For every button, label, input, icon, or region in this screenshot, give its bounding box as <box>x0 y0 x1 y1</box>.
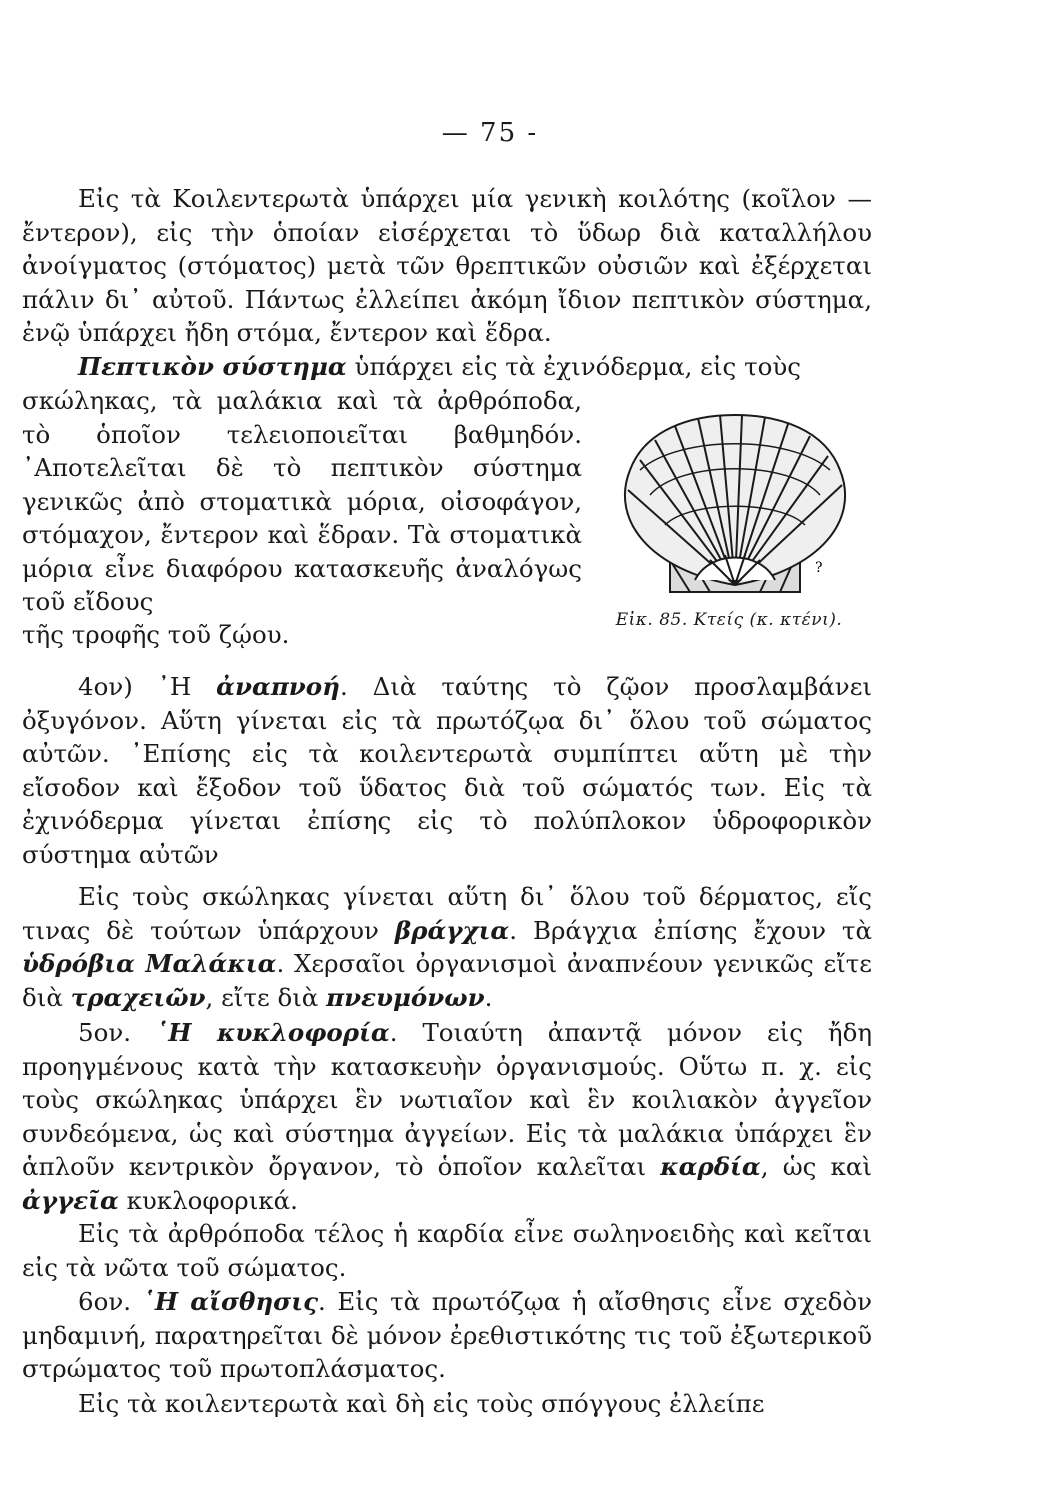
term-circulation: ῾Η κυκλοφορία <box>155 1018 390 1047</box>
paragraph-line <box>22 350 872 384</box>
term-aquatic-molluscs: ὑδρόβια Μαλάκια <box>22 949 277 978</box>
paragraph-text: σκώληκας, τὰ μαλάκια καὶ τὰ ἀρθρόποδα, τὸ ὁποῖον τελειοποιεῖται βαθμηδόν. ᾽Αποτελεῖται δὲ τὸ πεπτικὸν σύστημα γενικῶς ἀπὸ στοματικὰ μόρια, οἰσοφάγον, στόμαχον, ἔντερον καὶ ἕδραν. Τὰ στοματικὰ μόρια εἶνε διαφόρου κατασκευῆς ἀναλόγως τοῦ εἴδους <box>22 386 582 616</box>
paragraph-text: . Χερσαῖοι ὀργανισμοὶ ἀναπνέουν γενικῶς εἴτε διὰ <box>22 949 872 1012</box>
figure-mark: ? <box>815 560 823 576</box>
paragraph-line <box>22 880 872 1014</box>
paragraph-gills <box>22 880 872 1014</box>
scallop-shell-illustration <box>590 400 880 610</box>
paragraph-text: . <box>484 982 493 1012</box>
term-tracheae: τραχειῶν <box>70 982 206 1012</box>
page-number: — 75 - <box>441 118 539 148</box>
paragraph-sensation <box>22 1285 872 1386</box>
term-sensation: ῾Η αἴσθησις <box>142 1287 318 1316</box>
paragraph-arthropods <box>22 1217 872 1284</box>
paragraph-respiration <box>22 670 872 871</box>
paragraph-text: κυκλοφορικά. <box>118 1185 298 1215</box>
paragraph-coelenterates <box>22 182 872 350</box>
paragraph-digestive-system <box>22 350 872 384</box>
paragraph-text: , ὡς καὶ <box>760 1152 872 1181</box>
paragraph-text: , εἴτε διὰ <box>205 982 327 1012</box>
figure-caption: Εἰκ. 85. Κτείς (κ. κτένι). <box>615 610 843 630</box>
paragraph-text: . Εἰς τὰ πρωτόζῳα ἡ αἴσθησις εἶνε σχεδὸν μηδαμινή, παρατηρεῖται δὲ μόνον ἐρεθιστικότης τις τοῦ ἐξωτερικοῦ στρώματος τοῦ πρωτοπλάσματος. <box>22 1287 872 1383</box>
paragraph-text: . Διὰ ταύτης τὸ ζῷον προσλαμβάνει ὀξυγόνον. Αὕτη γίνεται εἰς τὰ πρωτόζῳα δι᾽ ὅλου τοῦ σώματος αὐτῶν. ᾽Επίσης εἰς τὰ κοιλεντερωτὰ συμπίπτει αὕτη μὲ τὴν εἴσοδον καὶ ἔξοδον τοῦ ὕδατος διὰ τοῦ σώματός των. Εἰς τὰ ἐχινόδερμα γίνεται ἐπίσης εἰς τὸ πολύπλοκον ὑδροφορικὸν σύστημα αὐτῶν <box>22 672 872 869</box>
paragraph-line <box>22 1285 872 1386</box>
paragraph-line <box>22 1016 872 1217</box>
paragraph-text: Εἰς τὰ κοιλεντερωτὰ καὶ δὴ εἰς τοὺς σπόγγους ἐλλείπε <box>78 1389 765 1418</box>
paragraph-text: Εἰς τοὺς σκώληκας γίνεται αὕτη δι᾽ ὅλου τοῦ δέρματος, εἴς τινας δὲ τούτων ὑπάρχουν <box>22 882 872 945</box>
paragraph-text: . Βράγχια ἐπίσης ἔχουν τὰ <box>509 915 872 945</box>
paragraph-text: Εἰς τὰ Κοιλεντερωτὰ ὑπάρχει μία γενικὴ κοιλότης (κοῖλον —ἔντερον), εἰς τὴν ὁποίαν εἰσέρχεται τὸ ὕδωρ διὰ καταλλήλου ἀνοίγματος (στόματος) μετὰ τῶν θρεπτικῶν οὐσιῶν καὶ ἐξέρχεται πάλιν δι᾽ αὐτοῦ. Πάντως ἐλλείπει ἀκόμη ἴδιον πεπτικὸν σύστημα, ἐνῷ ὑπάρχει ἤδη στόμα, ἔντερον καὶ ἕδρα. <box>22 184 872 347</box>
paragraph-text: . Τοιαύτη ἀπαντᾷ μόνον εἰς ἤδη προηγμένους κατὰ τὴν κατασκευὴν ὀργανισμούς. Οὕτω π. χ. εἰς τοὺς σκώληκας ὑπάρχει ἓν νωτιαῖον καὶ ἓν κοιλιακὸν ἀγγεῖον συνδεόμενα, ὡς καὶ σύστημα ἀγγείων. Εἰς τὰ μαλάκια ὑπάρχει ἓν ἁπλοῦν κεντρικὸν ὄργανον, τὸ ὁποῖον καλεῖται <box>22 1018 872 1181</box>
term-respiration: ἀναπνοή <box>216 672 340 701</box>
term-gills: βράγχια <box>394 915 510 945</box>
section-number: 6ον. <box>78 1287 143 1316</box>
paragraph-text: ὑπάρχει εἰς τὰ ἐχινόδερμα, εἰς τοὺς <box>346 352 801 381</box>
paragraph-line <box>22 670 872 871</box>
paragraph-text: Εἰς τὰ ἀρθρόποδα τέλος ἡ καρδία εἶνε σωληνοειδὴς καὶ κεῖται εἰς τὰ νῶτα τοῦ σώματος. <box>22 1219 872 1282</box>
paragraph-sponges <box>22 1387 872 1421</box>
paragraph-text: τῆς τροφῆς τοῦ ζῴου. <box>22 620 290 649</box>
term-heart: καρδία <box>660 1152 761 1181</box>
term-lungs: πνευμόνων <box>326 982 485 1012</box>
section-number: 5ον. <box>78 1018 156 1047</box>
term-digestive-system: Πεπτικὸν σύστημα <box>78 352 347 381</box>
paragraph-circulation <box>22 1016 872 1217</box>
section-number: 4ον) ᾽Η <box>78 672 217 701</box>
paragraph-side-text <box>22 384 582 619</box>
term-vessels: ἀγγεῖα <box>22 1185 119 1215</box>
